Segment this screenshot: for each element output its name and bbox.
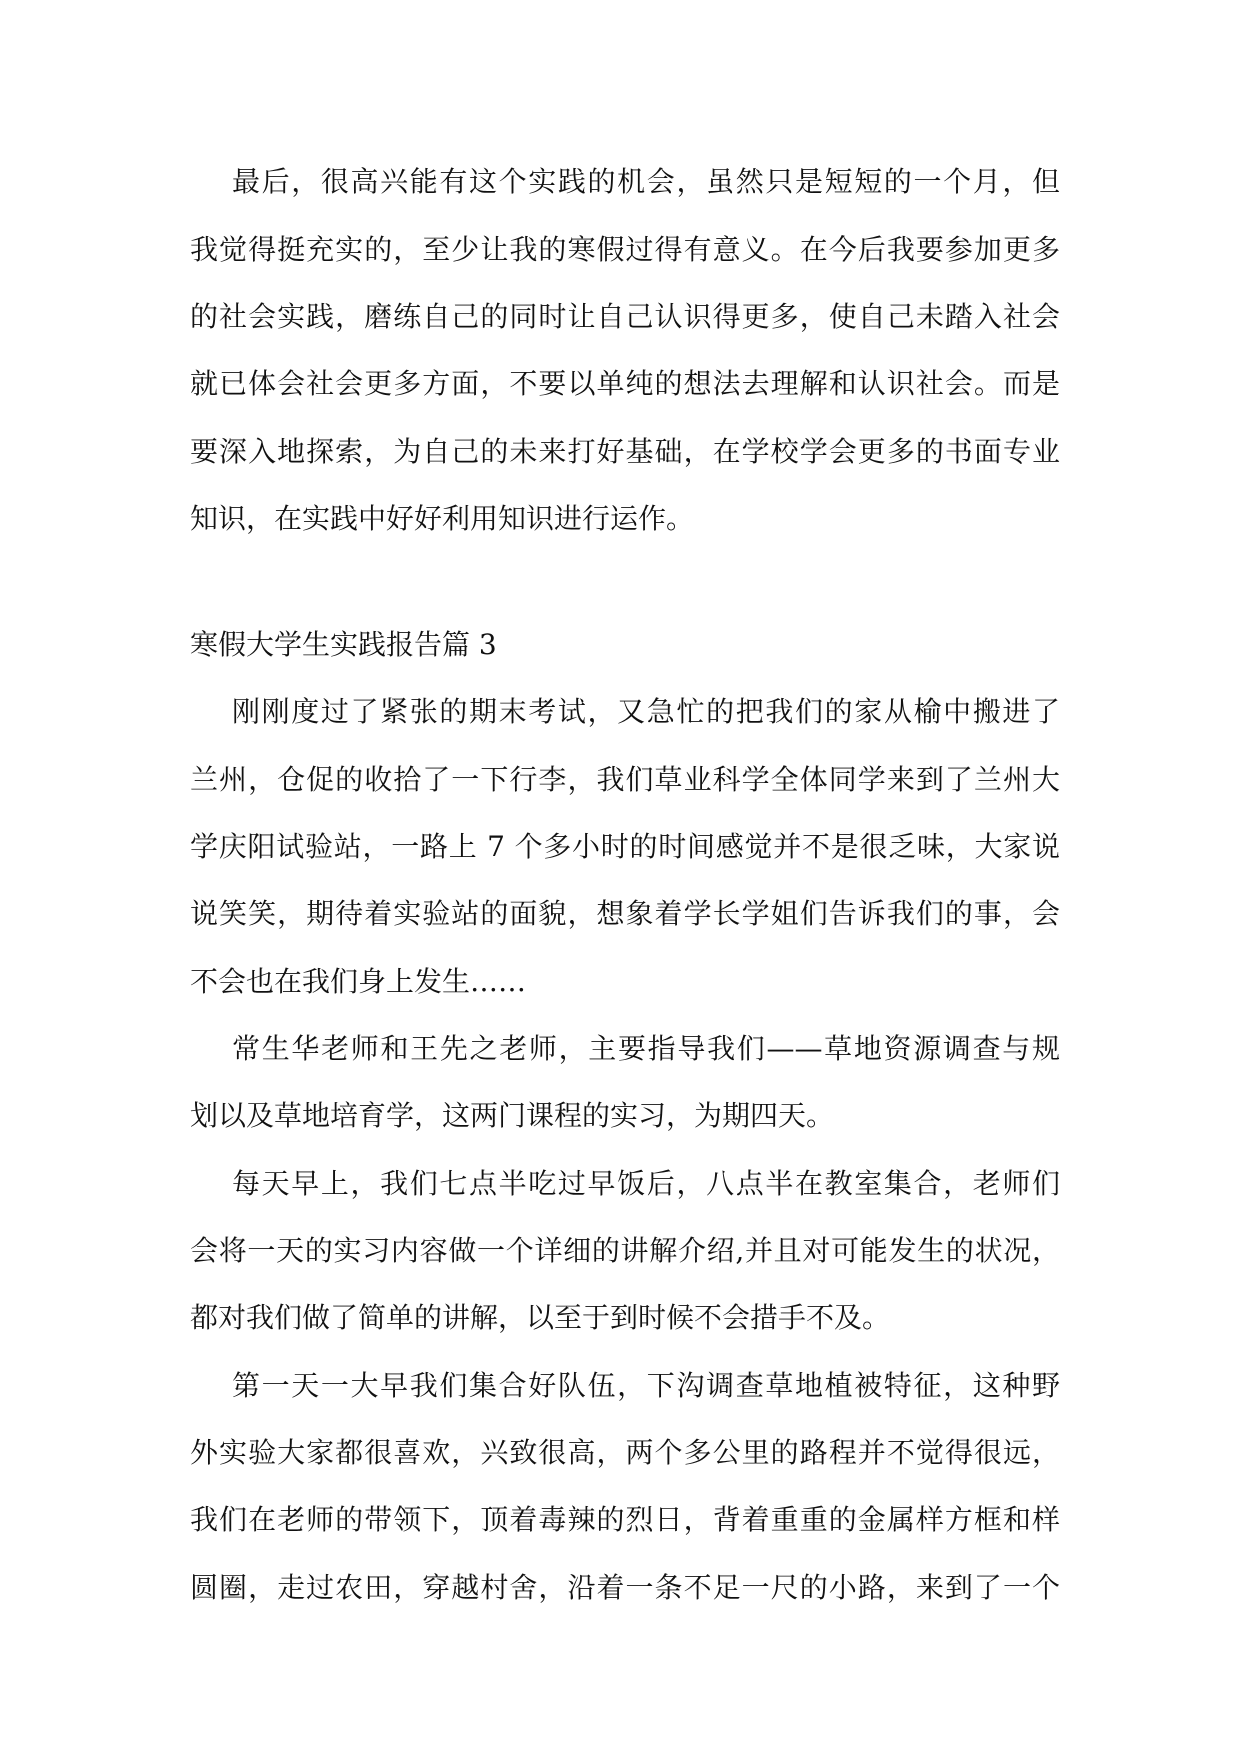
paragraph-1-line-6: 知识，在实践中好好利用知识进行运作。 [190, 502, 695, 535]
paragraph-1-line-2: 我觉得挺充实的，至少让我的寒假过得有意义。在今后我要参加更多 [190, 233, 1060, 266]
paragraph-5-line-3: 我们在老师的带领下，顶着毒辣的烈日，背着重重的金属样方框和样 [190, 1503, 1060, 1536]
paragraph-3-line-1: 常生华老师和王先之老师，主要指导我们——草地资源调查与规 [232, 1032, 1060, 1065]
paragraph-1-line-3: 的社会实践，磨练自己的同时让自己认识得更多，使自己未踏入社会 [190, 300, 1060, 333]
paragraph-2-line-3: 学庆阳试验站，一路上 7 个多小时的时间感觉并不是很乏味，大家说 [190, 830, 1060, 863]
paragraph-5-line-2: 外实验大家都很喜欢，兴致很高，两个多公里的路程并不觉得很远， [190, 1436, 1060, 1469]
paragraph-5-line-1: 第一天一大早我们集合好队伍，下沟调查草地植被特征，这种野 [232, 1369, 1060, 1402]
section-heading: 寒假大学生实践报告篇 3 [190, 628, 497, 661]
paragraph-2-line-2: 兰州，仓促的收拾了一下行李，我们草业科学全体同学来到了兰州大 [190, 763, 1060, 796]
paragraph-1-line-4: 就已体会社会更多方面，不要以单纯的想法去理解和认识社会。而是 [190, 367, 1060, 400]
paragraph-4-line-3: 都对我们做了简单的讲解，以至于到时候不会措手不及。 [190, 1301, 891, 1334]
paragraph-1-line-1: 最后，很高兴能有这个实践的机会，虽然只是短短的一个月，但 [232, 165, 1060, 198]
paragraph-2-line-1: 刚刚度过了紧张的期末考试，又急忙的把我们的家从榆中搬进了 [232, 695, 1060, 728]
paragraph-2-line-4: 说笑笑，期待着实验站的面貌，想象着学长学姐们告诉我们的事，会 [190, 897, 1060, 930]
paragraph-4-line-1: 每天早上，我们七点半吃过早饭后，八点半在教室集合，老师们 [232, 1167, 1060, 1200]
paragraph-2-line-5: 不会也在我们身上发生…… [190, 965, 527, 998]
paragraph-1-line-5: 要深入地探索，为自己的未来打好基础，在学校学会更多的书面专业 [190, 435, 1060, 468]
paragraph-3-line-2: 划以及草地培育学，这两门课程的实习，为期四天。 [190, 1099, 835, 1132]
paragraph-4-line-2: 会将一天的实习内容做一个详细的讲解介绍,并且对可能发生的状况， [190, 1234, 1060, 1267]
paragraph-5-line-4: 圆圈，走过农田，穿越村舍，沿着一条不足一尺的小路，来到了一个 [190, 1571, 1060, 1604]
